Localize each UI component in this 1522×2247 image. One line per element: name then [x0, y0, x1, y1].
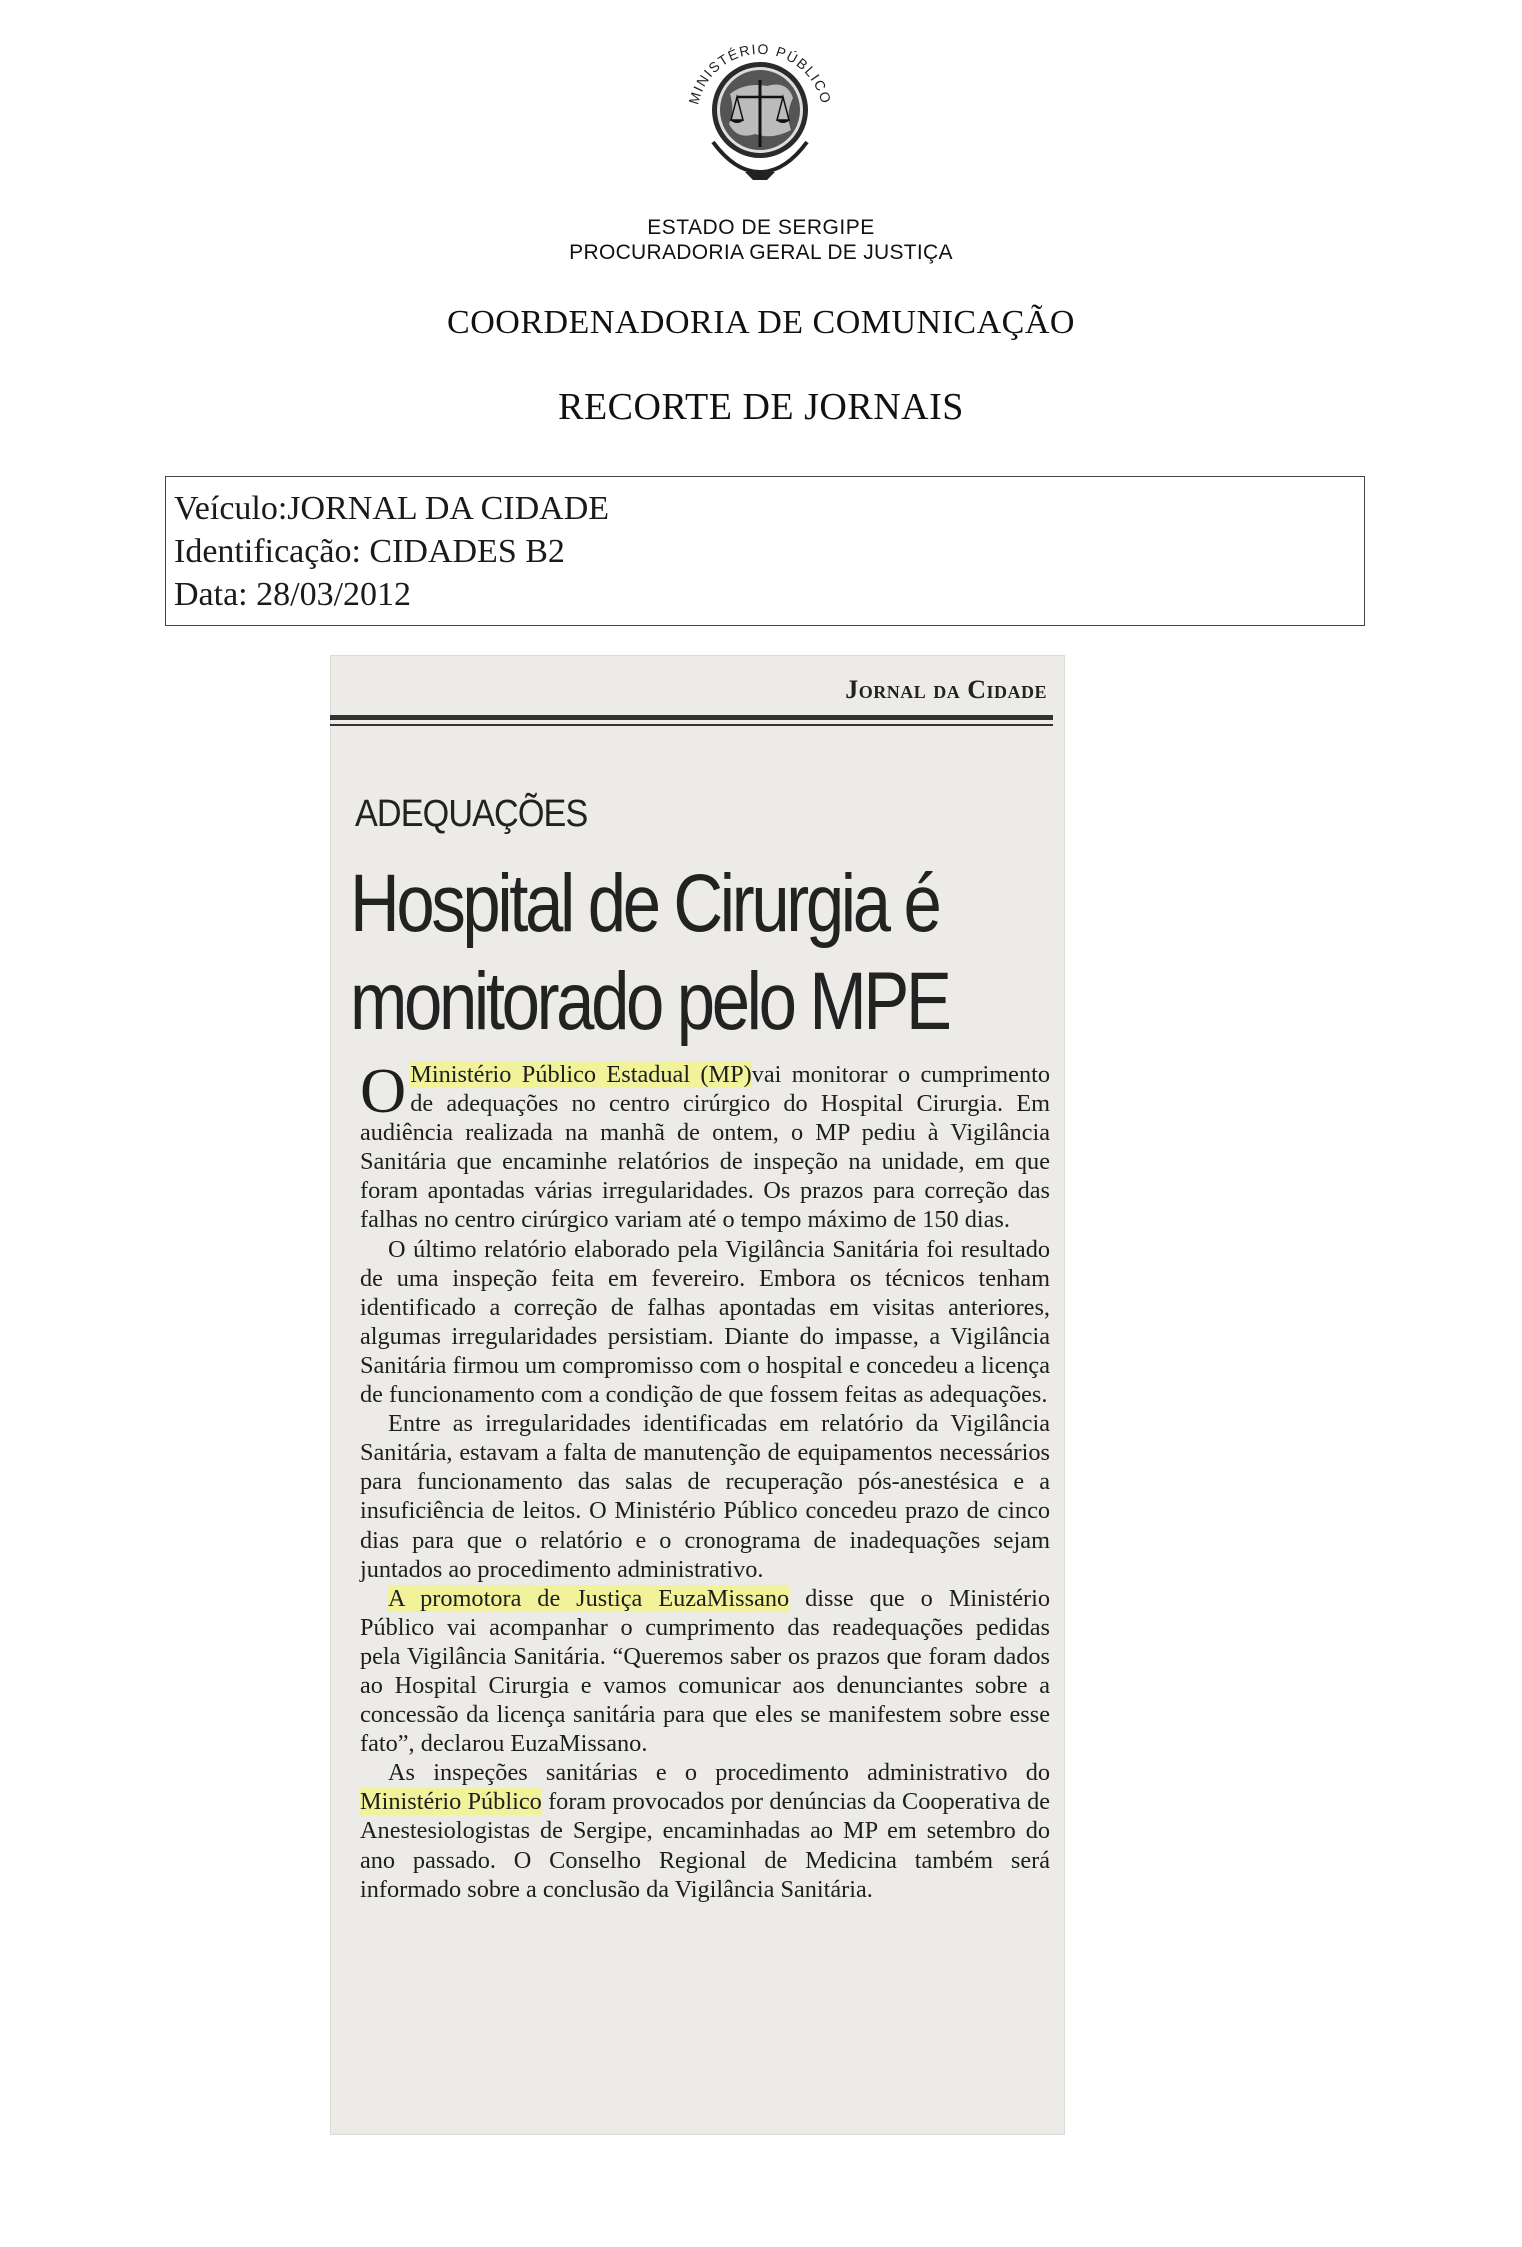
- svg-text:MINISTÉRIO PÚBLICO: MINISTÉRIO PÚBLICO: [685, 40, 835, 107]
- header-rule: [330, 715, 1053, 720]
- highlighted-text: A promotora de Justiça EuzaMissano: [388, 1584, 790, 1612]
- article-paragraph: [360, 1055, 1050, 1235]
- highlighted-text: Ministério Público: [360, 1788, 542, 1816]
- highlighted-text: Ministério Público Estadual (MP): [410, 1061, 752, 1088]
- date-field: Data: 28/03/2012: [174, 576, 412, 613]
- paragraph-text: disse que o Ministério Público vai acompanhar o cumprimento das readequações pedidas pela Vigilância Sanitária. “Queremos saber os prazos que foram dados ao Hospital Cirurgia e vamos comunicar aos denunciantes sobre a concessão da licença sanitária para que eles se manifestem sobre esse fato”, declarou EuzaMissano.: [360, 1584, 1050, 1758]
- article-paragraph: O último relatório elaborado pela Vigilância Sanitária foi resultado de uma inspeção feita em fevereiro. Embora os técnicos tenham identificado a correção de falhas apontadas em visitas anteriores, algumas irregularidades persistiam. Diante do impasse, a Vigilância Sanitária firmou um compromisso com o hospital e concedeu a licença de funcionamento com a condição de que fossem feitas as adequações.: [360, 1235, 1050, 1409]
- article-headline: Hospital de Cirurgia é monitorado pelo MPE: [350, 858, 949, 1047]
- article-paragraph: [360, 1758, 1050, 1903]
- article-kicker: ADEQUAÇÕES: [355, 793, 588, 835]
- agency-name: PROCURADORIA GERAL DE JUSTIÇA: [569, 241, 953, 264]
- clipping-info-box: [165, 476, 1365, 626]
- ministerio-publico-seal: [675, 22, 845, 192]
- document-title: RECORTE DE JORNAIS: [558, 386, 964, 428]
- paragraph-text: vai monitorar o cumprimento de adequações no centro cirúrgico do Hospital Cirurgia. Em audiência realizada na manhã de ontem, o MP pediu à Vigilância Sanitária que encaminhe relatórios de inspeção na unidade, em que foram apontadas várias irregularidades. Os prazos para correção das falhas no centro cirúrgico variam até o tempo máximo de 150 dias.: [360, 1061, 1050, 1234]
- article-paragraph: Entre as irregularidades identificadas em relatório da Vigilância Sanitária, estavam a falta de manutenção de equipamentos necessários para funcionamento das salas de recuperação pós-anestésica e a insuficiência de leitos. O Ministério Público concedeu prazo de cinco dias para que o relatório e o cronograma de inadequações sejam juntados ao procedimento administrativo.: [360, 1410, 1050, 1583]
- paragraph-text: As inspeções sanitárias e o procedimento administrativo do: [388, 1759, 1050, 1787]
- header-rule-thin: [330, 724, 1053, 726]
- identification-field: Identificação: CIDADES B2: [174, 533, 565, 570]
- article-body: [360, 1055, 1050, 1904]
- department-title: COORDENADORIA DE COMUNICAÇÃO: [447, 304, 1075, 341]
- article-paragraph: [360, 1584, 1050, 1759]
- state-name: ESTADO DE SERGIPE: [647, 216, 875, 239]
- drop-cap: O: [360, 1055, 407, 1126]
- newspaper-clipping: [330, 655, 1065, 2135]
- newspaper-name: Jornal da Cidade: [845, 675, 1047, 704]
- vehicle-field: Veículo:JORNAL DA CIDADE: [174, 490, 610, 527]
- paragraph-text: foram provocados por denúncias da Cooperativa de Anestesiologistas de Sergipe, encaminhadas ao MP em setembro do ano passado. O Conselho Regional de Medicina também será informado sobre a conclusão da Vigilância Sanitária.: [360, 1788, 1050, 1903]
